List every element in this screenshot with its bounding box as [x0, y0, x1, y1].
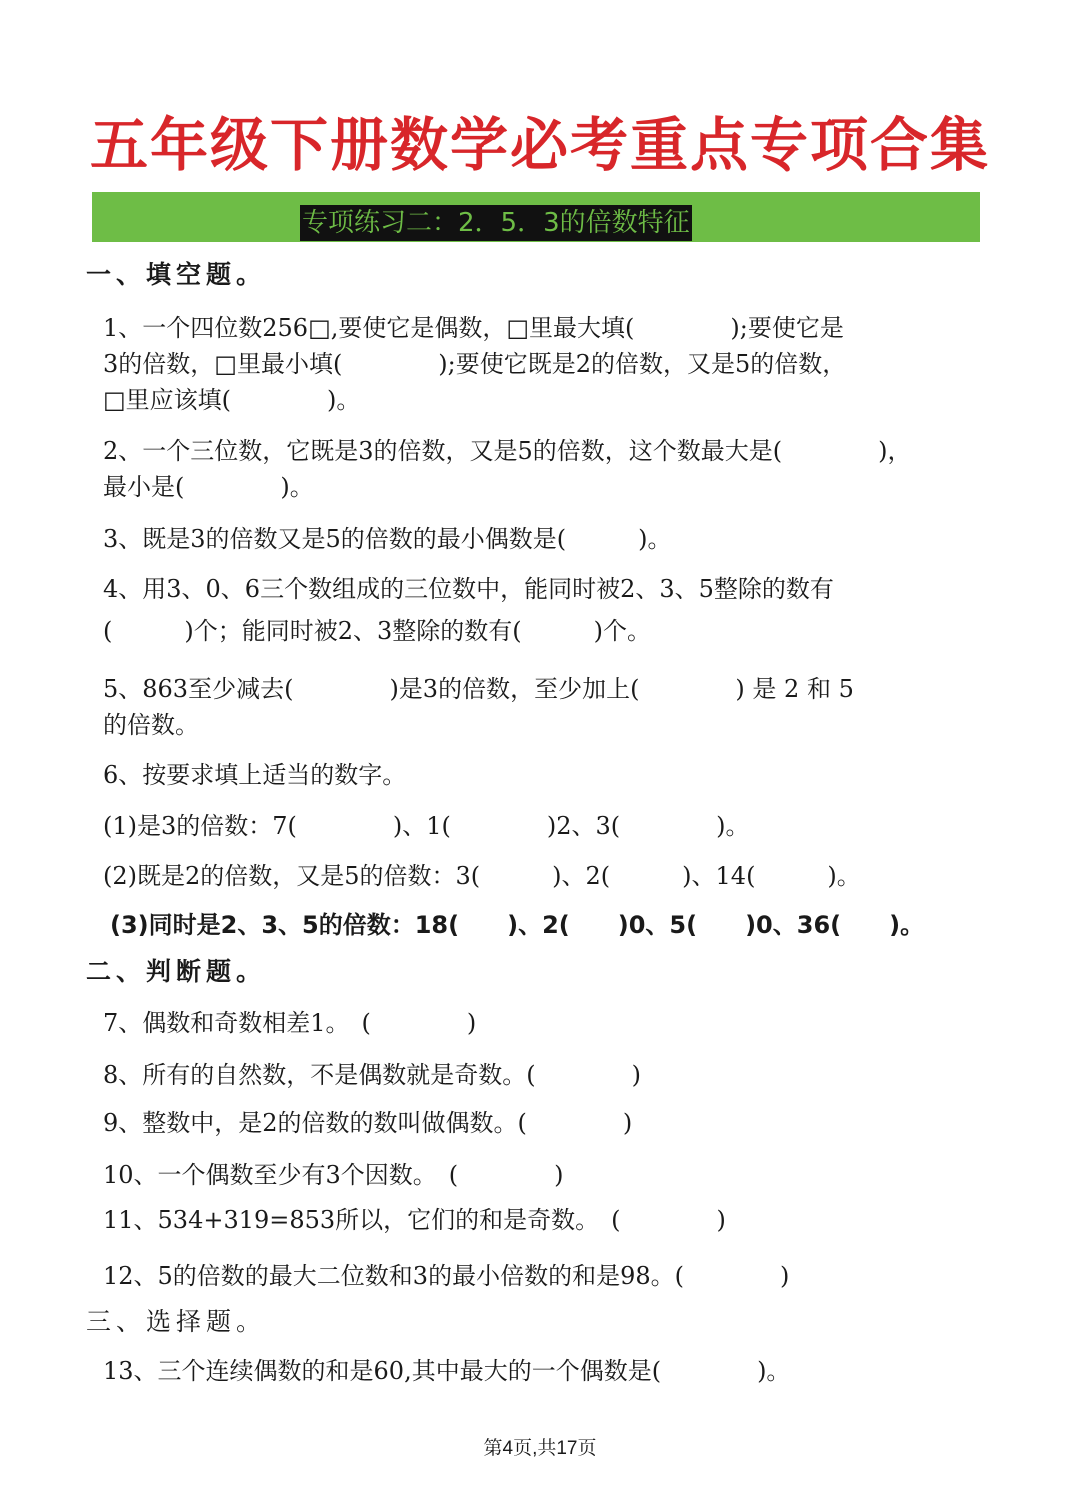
- question-line: (2)既是2的倍数，又是5的倍数：3( )、2( )、14( )。: [103, 862, 861, 890]
- question-line: 8、所有的自然数，不是偶数就是奇数。( ): [103, 1061, 641, 1089]
- question-line: 6、按要求填上适当的数字。: [103, 761, 407, 789]
- question-line: 10、一个偶数至少有3个因数。 ( ): [103, 1161, 564, 1189]
- question-line: (3)同时是2、3、5的倍数：18( )、2( )0、5( )0、36( )。: [110, 911, 925, 939]
- question-line: 7、偶数和奇数相差1。 ( ): [103, 1009, 477, 1037]
- section-heading-choice: 三、选择题。: [86, 1307, 267, 1336]
- question-line: 最小是( )。: [103, 473, 314, 501]
- document-title: 五年级下册数学必考重点专项合集: [89, 111, 990, 179]
- question-line: 9、整数中，是2的倍数的数叫做偶数。( ): [103, 1109, 633, 1137]
- question-line: 3的倍数，□里最小填( );要使它既是2的倍数，又是5的倍数，: [103, 350, 847, 378]
- question-line: ( )个；能同时被2、3整除的数有( )个。: [103, 617, 651, 645]
- question-line: 5、863至少减去( )是3的倍数，至少加上( ) 是 2 和 5: [103, 675, 854, 703]
- page-number: 第4页,共17页: [483, 1438, 597, 1459]
- question-line: 4、用3、0、6三个数组成的三位数中，能同时被2、3、5整除的数有: [103, 575, 834, 603]
- section-heading-judge: 二、判断题。: [86, 957, 267, 986]
- question-line: 的倍数。: [103, 711, 199, 739]
- question-line: □里应该填( )。: [103, 386, 361, 414]
- question-line: 11、534+319=853所以，它们的和是奇数。 ( ): [103, 1206, 726, 1234]
- question-line: (1)是3的倍数：7( )、1( )2、3( )。: [103, 812, 750, 840]
- question-line: 2、一个三位数，它既是3的倍数，又是5的倍数，这个数最大是( )，: [103, 437, 912, 465]
- question-line: 3、既是3的倍数又是5的倍数的最小偶数是( )。: [103, 525, 672, 553]
- question-line: 13、三个连续偶数的和是60,其中最大的一个偶数是( )。: [103, 1357, 791, 1385]
- question-line: 12、5的倍数的最大二位数和3的最小倍数的和是98。( ): [103, 1262, 790, 1290]
- banner-label: 专项练习二：2．5．3的倍数特征: [300, 205, 692, 241]
- section-heading-fill: 一、填空题。: [86, 260, 267, 289]
- question-line: 1、一个四位数256□,要使它是偶数，□里最大填( );要使它是: [103, 314, 844, 342]
